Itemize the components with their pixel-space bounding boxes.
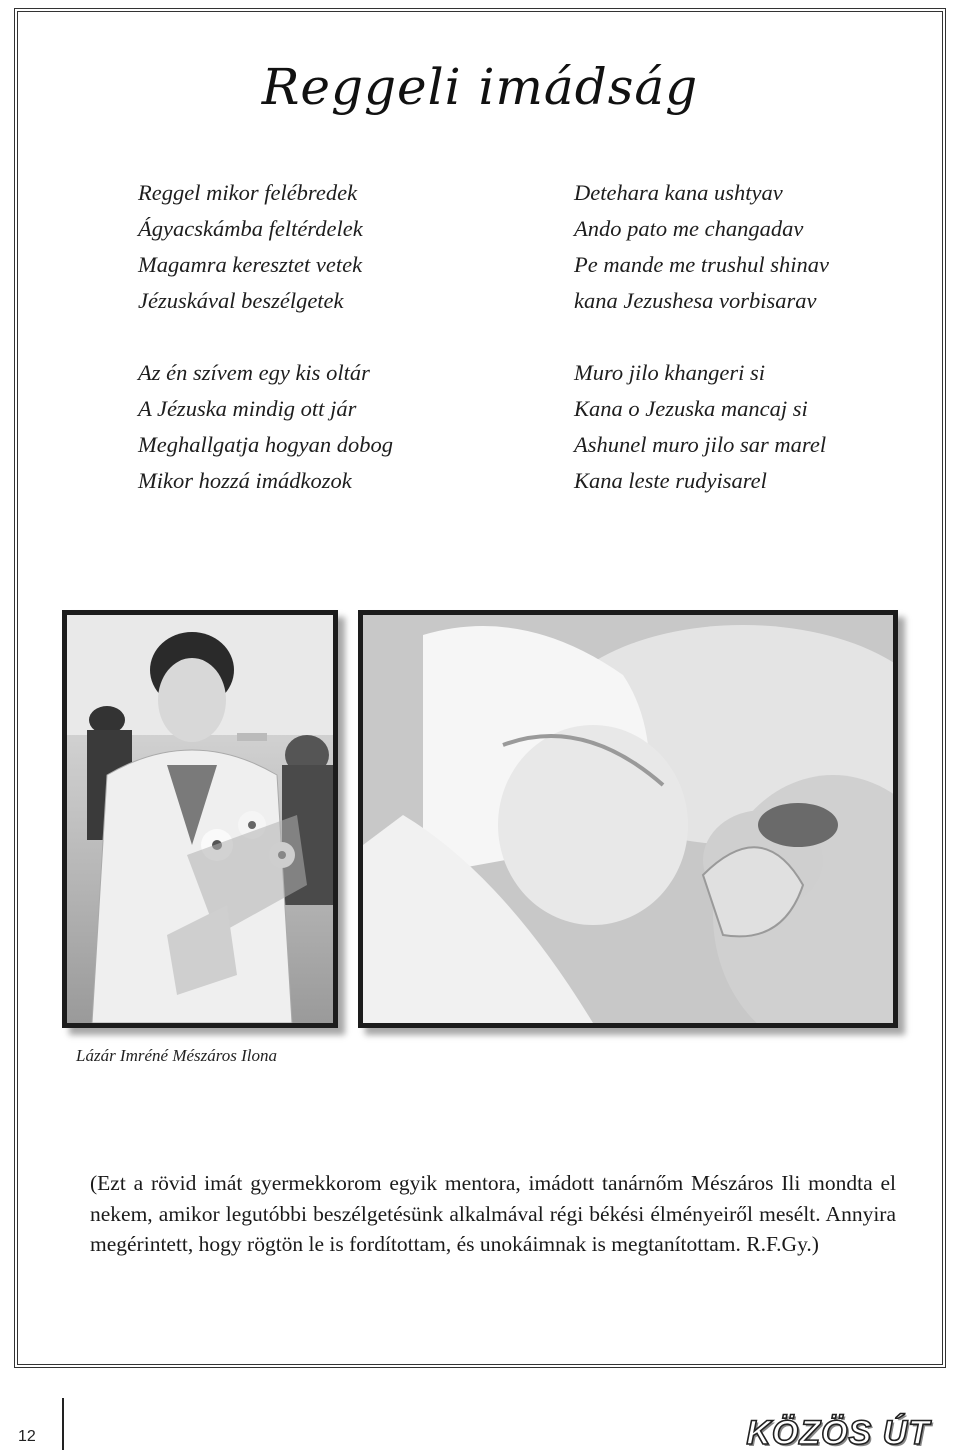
page-number: 12 xyxy=(18,1428,36,1445)
poem-line: A Jézuska mindig ott jár xyxy=(138,396,357,421)
translator-note: (Ezt a rövid imát gyermekkorom egyik mentora, imádott tanárnőm Mészáros Ili mondta el nekem, amikor legutóbbi beszélgetésünk alkalmával régi békési élményeiről mesélt. Annyira megérintett, hogy rögtön le is fordítottam, és unokáimnak is megtanítottam. R.F.Gy.) xyxy=(90,1171,896,1256)
poem-line: Meghallgatja hogyan dobog xyxy=(138,432,393,457)
poem-line: Kana leste rudyisarel xyxy=(574,468,767,493)
poem-line: Mikor hozzá imádkozok xyxy=(138,468,352,493)
poem-line: Ágyacskámba feltérdelek xyxy=(138,216,363,241)
praying-child-photo xyxy=(358,610,898,1028)
portrait-photo xyxy=(62,610,338,1028)
poem-hungarian xyxy=(138,175,393,535)
publication-logo: KÖZÖS ÚT xyxy=(746,1414,930,1452)
poem-line: Muro jilo khangeri si xyxy=(574,360,766,385)
praying-child-illustration xyxy=(363,615,893,1023)
poem-line: Ando pato me changadav xyxy=(574,216,804,241)
stanza xyxy=(574,355,829,499)
portrait-illustration xyxy=(67,615,333,1023)
page-title: Reggeli imádság xyxy=(261,58,699,116)
stanza xyxy=(138,175,393,319)
footer-divider xyxy=(62,1398,64,1450)
poem-line: Pe mande me trushul shinav xyxy=(574,252,829,277)
poem-romani xyxy=(574,175,829,535)
stanza xyxy=(574,175,829,319)
poem-line: kana Jezushesa vorbisarav xyxy=(574,288,817,313)
poem-line: Ashunel muro jilo sar marel xyxy=(574,432,827,457)
poem-line: Reggel mikor felébredek xyxy=(138,180,358,205)
stanza xyxy=(138,355,393,499)
poem-line: Jézuskával beszélgetek xyxy=(138,288,344,313)
photo-caption: Lázár Imréné Mészáros Ilona xyxy=(76,1046,278,1065)
poem-line: Az én szívem egy kis oltár xyxy=(138,360,370,385)
poem-line: Detehara kana ushtyav xyxy=(574,180,783,205)
poem-line: Kana o Jezuska mancaj si xyxy=(574,396,808,421)
poem-line: Magamra keresztet vetek xyxy=(138,252,363,277)
